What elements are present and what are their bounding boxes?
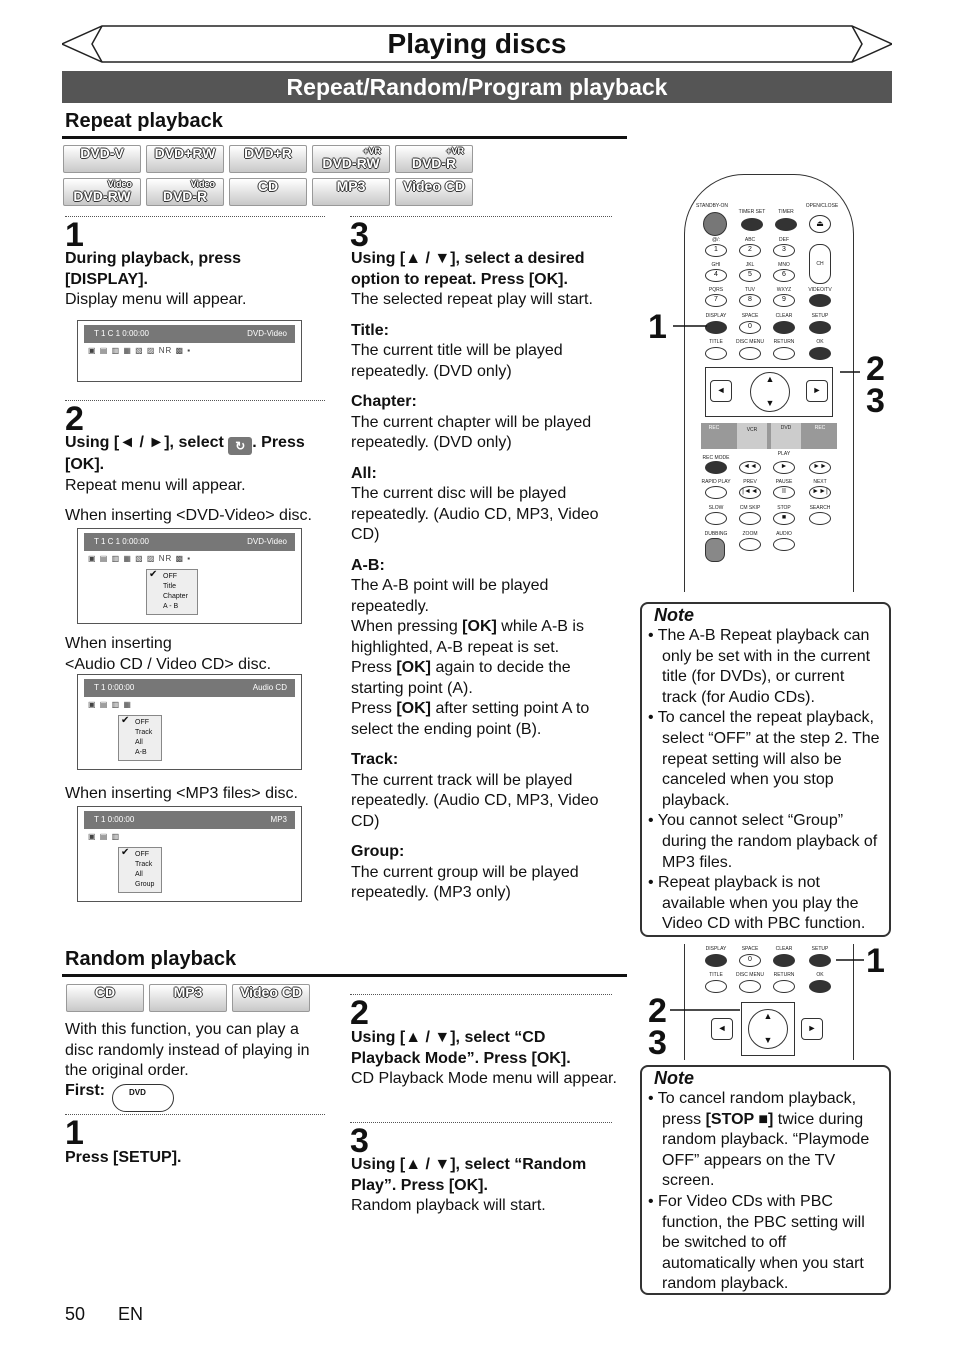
step-divider <box>350 994 612 995</box>
badge-video-cd: Video CD <box>232 984 310 1012</box>
screen-status-bar: T 1 C 1 0:00:00 DVD-Video <box>84 325 295 343</box>
remote-label: ZOOM <box>742 531 758 537</box>
repeat-icon: ↻ <box>228 437 252 455</box>
repeat-menu-mp3-screen <box>77 806 302 902</box>
repeat-options-menu: ✔ OFF Title Chapter A - B <box>146 569 198 615</box>
remote-label: TIMER <box>778 209 794 215</box>
repeat-note-box <box>640 602 891 937</box>
option-track: Track: The current track will be played repeatedly. (Audio CD, MP3, Video CD) <box>351 751 599 830</box>
callout-number: 3 <box>648 1024 667 1062</box>
key-5: 5 <box>739 269 761 282</box>
badge-dvd-rw-vr: +VR DVD-RW <box>312 145 390 173</box>
display-menu-screen <box>77 320 302 382</box>
remote-label: VIDEO/TV <box>808 287 832 293</box>
first-label: First: <box>65 1082 105 1099</box>
key-7: 7 <box>705 294 727 307</box>
repeat-heading-rule <box>62 136 627 139</box>
note-title: Note <box>654 1068 694 1088</box>
video-tv-button <box>809 294 831 307</box>
repeat-menu-cd-screen <box>77 674 302 770</box>
badge-dvd-r-vr: +VR DVD-R <box>395 145 473 173</box>
remote-label: SPACE <box>741 313 759 319</box>
remote-label: PREV <box>743 479 757 485</box>
remote-label: TUV <box>745 287 755 293</box>
remote-label: ABC <box>744 237 756 243</box>
fast-forward-icon: ►► <box>809 461 831 474</box>
remote-label: CLEAR <box>775 313 793 319</box>
note-item: • The A-B Repeat playback can only be set with in the current title (for DVDs), or current track (for Audio CDs). <box>648 627 871 706</box>
remote-label: REC MODE <box>702 455 730 461</box>
step-number: 3 <box>350 1122 369 1160</box>
check-icon: ✔ <box>121 847 130 858</box>
up-down-arrow-icon: ▲ ▼ <box>750 372 790 412</box>
repeat-step1-text: During playback, press [DISPLAY]. Display menu will appear. <box>65 250 247 308</box>
dubbing-button <box>705 538 725 562</box>
step-number: 2 <box>350 994 369 1032</box>
repeat-heading: Repeat playback <box>65 110 223 132</box>
screen-icon-row: ▣ ▤ ▥ <box>88 832 121 841</box>
random-step3-text: Using [▲ / ▼], select “Random Play”. Press [OK]. Random playback will start. <box>351 1156 587 1214</box>
screen-status-bar: T 1 0:00:00 Audio CD <box>84 679 295 697</box>
step-number: 3 <box>350 216 369 254</box>
step-divider <box>350 216 612 217</box>
callout-lines-top <box>645 310 895 430</box>
page-number: 50 <box>65 1304 86 1324</box>
timer-button <box>775 218 797 231</box>
screen-status-bar: T 1 0:00:00 MP3 <box>84 811 295 829</box>
remote-label: STOP <box>777 505 791 511</box>
remote-label: TIMER SET <box>738 209 766 215</box>
remote-label: NEXT <box>813 479 827 485</box>
remote-label: RETURN <box>773 339 795 345</box>
step-divider <box>350 1122 612 1123</box>
up-down-arrow-icon: ▲ ▼ <box>748 1009 788 1049</box>
option-ab: A-B: The A-B point will be played repeatedly. When pressing [OK] while A-B is highlighted, A-B repeat is set. Press [OK] again to decide the starting point (A). Press [OK] after setting point A to select the ending point (B). <box>351 556 590 738</box>
remote-label: OK <box>816 339 824 345</box>
remote-label: GHI <box>711 262 721 268</box>
callout-number: 2 <box>648 992 667 1030</box>
callout-number: 2 <box>866 350 885 388</box>
remote-label: CLEAR <box>775 946 793 952</box>
remote-label: SPACE <box>741 946 759 952</box>
repeat-step3-text: Using [▲ / ▼], select a desired option to repeat. Press [OK]. The selected repeat play will start. Title: The current title will be played repeatedly. (DVD only) Chapter: The current chapter will be played repeatedly. (DVD only) All: The current disc will be played repeatedly. (Audio CD, MP3, Video CD) A-B: The A-B point will be played repeatedly. When pressing [OK] while A-B is highlighted, A-B repeat is set. Press [OK] again to decide the starting point (A). Press [OK] after setting point A to select the ending point (B). Track: The current track will be played repeatedly. (Audio CD, MP3, Video CD) Group: The current group will be played repeatedly. (MP3 only) <box>351 249 617 904</box>
section-banner: Repeat/Random/Program playback <box>62 71 892 103</box>
remote-label: PQRS <box>708 287 724 293</box>
prev-icon: |◄◄ <box>739 486 761 499</box>
key-4: 4 <box>705 269 727 282</box>
option-all: All: The current disc will be played repeatedly. (Audio CD, MP3, Video CD) <box>351 464 599 543</box>
badge-dvd-v: DVD-V <box>63 145 141 173</box>
eject-icon: ⏏ <box>809 215 831 233</box>
right-arrow-icon: ► <box>801 1018 823 1040</box>
search-button <box>809 512 831 525</box>
key-0: 0 <box>739 321 761 334</box>
step-divider <box>65 216 325 217</box>
remote-label: SEARCH <box>809 505 831 511</box>
remote-label: DUBBING <box>704 531 728 537</box>
remote-label: CM SKIP <box>739 505 761 511</box>
rewind-icon: ◄◄ <box>739 461 761 474</box>
cd-caption: When inserting <Audio CD / Video CD> disc. <box>65 635 272 673</box>
power-button <box>703 212 727 236</box>
remote-label: CH <box>816 261 824 267</box>
remote-label: SLOW <box>708 505 724 511</box>
remote-label: REC <box>814 425 826 431</box>
remote-label: DEF <box>779 237 789 243</box>
cm-skip-button <box>739 512 761 525</box>
random-note-box <box>640 1065 891 1295</box>
note-title: Note <box>654 605 694 625</box>
badge-mp3: MP3 <box>312 178 390 206</box>
mp3-caption: When inserting <MP3 files> disc. <box>65 785 298 802</box>
random-intro: With this function, you can play a disc randomly instead of playing in the original order. <box>65 1021 310 1079</box>
audio-button <box>773 538 795 551</box>
language-code: EN <box>118 1304 144 1324</box>
stop-icon: ■ <box>773 512 795 525</box>
random-step1-text: Press [SETUP]. <box>65 1149 182 1166</box>
rec-mode-button <box>705 461 727 474</box>
rapid-play-button <box>705 486 727 499</box>
remote-label: DVD <box>780 425 792 431</box>
remote-label: OK <box>816 972 824 978</box>
key-3: 3 <box>773 244 795 257</box>
badge-dvd-rw-video: Video DVD-RW <box>63 178 141 206</box>
remote-label: SETUP <box>811 946 829 952</box>
screen-status-bar: T 1 C 1 0:00:00 DVD-Video <box>84 533 295 551</box>
right-arrow-icon: ► <box>806 380 828 402</box>
remote-label: REC <box>708 425 720 431</box>
remote-label: PAUSE <box>775 479 793 485</box>
remote-label: MNO <box>778 262 790 268</box>
callout-number: 1 <box>866 942 885 980</box>
badge-mp3: MP3 <box>149 984 227 1012</box>
key-1: 1 <box>705 244 727 257</box>
remote-label: OPEN/CLOSE <box>805 203 839 209</box>
screen-icon-row: ▣ ▤ ▥ ▦ <box>88 700 132 709</box>
left-arrow-icon: ◄ <box>710 380 732 402</box>
remote-label: DISC MENU <box>735 972 765 978</box>
key-8: 8 <box>739 294 761 307</box>
badge-cd: CD <box>66 984 144 1012</box>
note-item: • Repeat playback is not available when you play the Video CD with PBC function. <box>648 874 866 933</box>
remote-label: TITLE <box>709 972 723 978</box>
left-arrow-icon: ◄ <box>711 1018 733 1040</box>
screen-icon-row: ▣ ▤ ▥ ▦ ▧ ▨ NR ▩ ▪ <box>88 346 192 355</box>
play-icon: ► <box>773 461 795 474</box>
step-number: 2 <box>65 400 84 438</box>
step-divider <box>65 1114 325 1115</box>
pause-icon: II <box>773 486 795 499</box>
random-step2-text: Using [▲ / ▼], select “CD Playback Mode”. Press [OK]. CD Playback Mode menu will appear. <box>351 1029 617 1087</box>
badge-dvd-plus-rw: DVD+RW <box>146 145 224 173</box>
remote-label: JKL <box>745 262 755 268</box>
note-item: • For Video CDs with PBC function, the PBC setting will be switched to off automatically when you start random playback. <box>648 1192 865 1293</box>
screen-icon-row: ▣ ▤ ▥ ▦ ▧ ▨ NR ▩ ▪ <box>88 554 192 563</box>
option-chapter: Chapter: The current chapter will be played repeatedly. (DVD only) <box>351 393 592 451</box>
note-item: • You cannot select “Group” during the random playback of MP3 files. <box>648 812 878 871</box>
repeat-menu-dvd-screen <box>77 528 302 624</box>
zoom-button <box>739 538 761 551</box>
random-heading: Random playback <box>65 948 237 970</box>
remote-label: PLAY <box>777 451 791 457</box>
remote-label: RETURN <box>773 972 795 978</box>
remote-label: TITLE <box>709 339 723 345</box>
option-group: Group: The current group will be played repeatedly. (MP3 only) <box>351 843 579 901</box>
slow-button <box>705 512 727 525</box>
repeat-options-menu: ✔ OFF Track All A-B <box>118 715 162 761</box>
step-number: 1 <box>65 216 84 254</box>
key-6: 6 <box>773 269 795 282</box>
repeat-step2-text: Using [◄ / ►], select ↻ . Press [OK]. Repeat menu will appear. When inserting <DVD-Video> disc. <box>65 434 312 524</box>
check-icon: ✔ <box>121 715 130 726</box>
step-divider <box>65 400 325 401</box>
timer-set-button <box>741 218 763 231</box>
remote-label: AUDIO <box>776 531 792 537</box>
remote-label: DISPLAY <box>705 313 727 319</box>
remote-label: @/: <box>712 237 720 243</box>
remote-label: DISC MENU <box>735 339 765 345</box>
remote-label: SETUP <box>811 313 829 319</box>
step-number: 1 <box>65 1114 84 1152</box>
badge-dvd-plus-r: DVD+R <box>229 145 307 173</box>
check-icon: ✔ <box>149 569 158 580</box>
note-item: • To cancel random playback, press [STOP ■] twice during random playback. “Playmode OFF” appears on the TV screen. <box>648 1090 870 1190</box>
remote-label: VCR <box>746 427 758 433</box>
callout-lines-bottom <box>670 950 870 1020</box>
remote-label: STANDBY-ON <box>696 203 728 209</box>
remote-label: RAPID PLAY <box>701 479 731 485</box>
badge-video-cd: Video CD <box>395 178 473 206</box>
key-9: 9 <box>773 294 795 307</box>
remote-label: DISPLAY <box>705 946 727 952</box>
note-item: • To cancel the repeat playback, select “OFF” at the step 2. The repeat setting will also be canceled when you stop playback. <box>648 709 880 809</box>
next-icon: ►►| <box>809 486 831 499</box>
page-title: Playing discs <box>62 24 892 64</box>
repeat-options-menu: ✔ OFF Track All Group <box>118 847 162 893</box>
callout-number: 1 <box>648 308 667 346</box>
remote-label: WXYZ <box>776 287 792 293</box>
badge-dvd-r-video: Video DVD-R <box>146 178 224 206</box>
dvd-mode-icon: DVD <box>112 1084 174 1112</box>
random-heading-rule <box>62 974 627 977</box>
badge-cd: CD <box>229 178 307 206</box>
key-0: 0 <box>739 954 761 967</box>
option-title: Title: The current title will be played repeatedly. (DVD only) <box>351 321 563 380</box>
callout-number: 3 <box>866 382 885 420</box>
key-2: 2 <box>739 244 761 257</box>
